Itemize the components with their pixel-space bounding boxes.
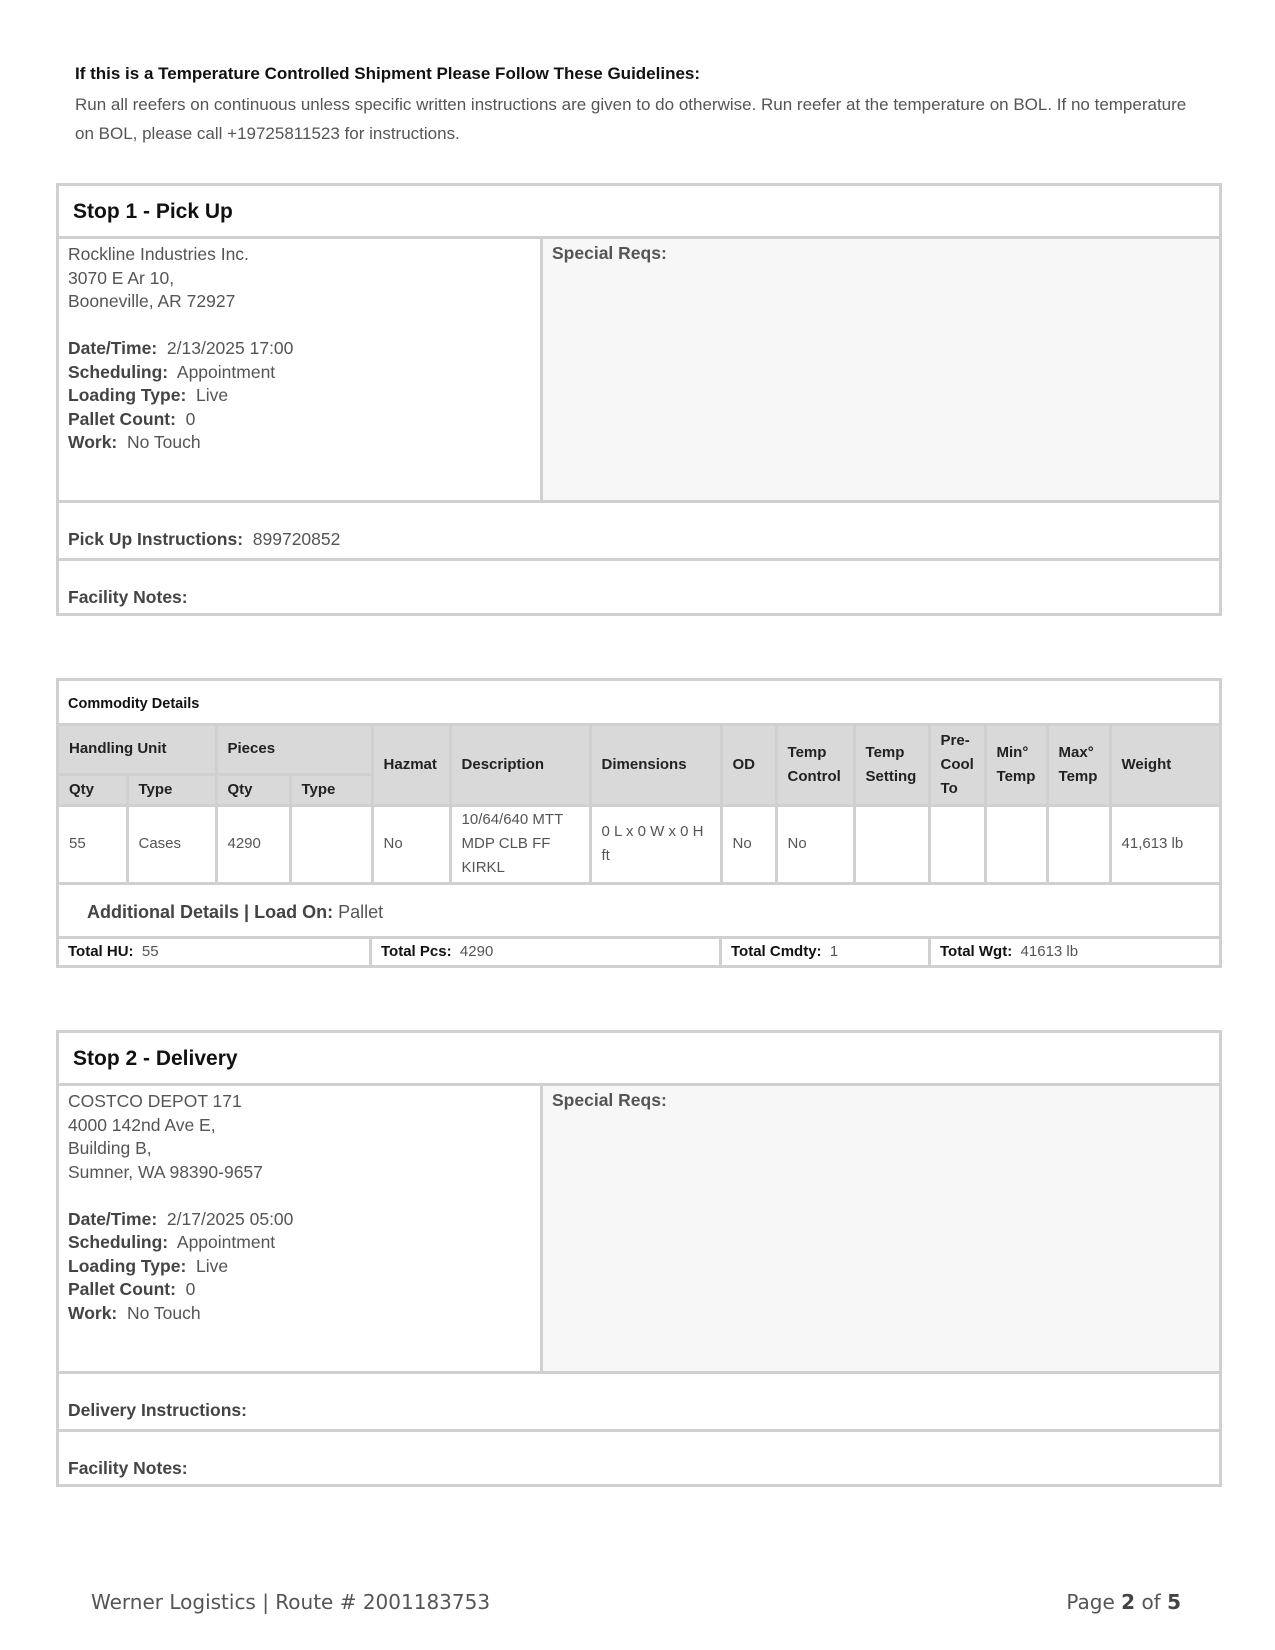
stop-2-work: Work: No Touch [68,1302,201,1323]
stop-1-scheduling: Scheduling: Appointment [68,361,276,382]
cell-precool [929,805,985,883]
stop-1-loading-type: Loading Type: Live [68,385,229,405]
header-pc-type: Type [290,774,372,805]
cell-hazmat: No [372,805,450,883]
temperature-guidelines [75,64,1205,148]
stop-2-address-block [59,1086,543,1371]
stop-1-special-reqs: Special Reqs: [543,239,1219,500]
cell-temp-setting [854,805,929,883]
commodity-totals [59,939,1219,965]
stop-2-special-reqs: Special Reqs: [543,1086,1219,1371]
footer-page-number: Page 2 of 5 [1066,1590,1181,1614]
stop-1-pickup-instructions: Pick Up Instructions: 899720852 [68,529,341,549]
header-dimensions: Dimensions [590,726,721,805]
cell-hu-qty: 55 [59,805,127,883]
stop-2-panel [56,1030,1222,1487]
stop-2-pallet-count: Pallet Count: 0 [68,1279,196,1299]
cell-pc-type [290,805,372,883]
cell-max-temp [1047,805,1110,883]
stop-1-city: Booneville, AR 72927 [68,291,236,311]
stop-1-panel [56,183,1222,616]
cell-description: 10/64/640 MTT MDP CLB FF KIRKL [450,805,590,883]
stop-2-facility-notes: Facility Notes: [59,1429,1219,1484]
total-hu: Total HU: 55 [59,939,372,965]
additional-details: Additional Details | Load On: Pallet [59,885,1219,939]
header-description: Description [450,726,590,805]
total-pcs: Total Pcs: 4290 [372,939,722,965]
cell-pc-qty: 4290 [216,805,290,883]
stop-2-datetime: Date/Time: 2/17/2025 05:00 [68,1208,294,1229]
commodity-details-title: Commodity Details [59,681,1219,726]
table-row [59,805,1219,883]
cell-od: No [721,805,776,883]
stop-2-title: Stop 2 - Delivery [59,1033,1219,1086]
guidelines-heading: If this is a Temperature Controlled Shipment Please Follow These Guidelines: [75,64,701,83]
cell-hu-type: Cases [127,805,216,883]
header-weight: Weight [1110,726,1219,805]
header-min-temp: Min° Temp [985,726,1047,805]
commodity-details-panel [56,678,1222,968]
stop-2-building: Building B, [68,1138,152,1158]
total-cmdty: Total Cmdty: 1 [722,939,931,965]
commodity-table [59,726,1219,885]
cell-dimensions: 0 L x 0 W x 0 H ft [590,805,721,883]
stop-2-delivery-instructions: Delivery Instructions: [68,1400,247,1420]
stop-1-address-block [59,239,543,500]
header-hazmat: Hazmat [372,726,450,805]
header-precool: Pre-Cool To [929,726,985,805]
header-pc-qty: Qty [216,774,290,805]
header-max-temp: Max° Temp [1047,726,1110,805]
header-hu-qty: Qty [59,774,127,805]
header-od: OD [721,726,776,805]
stop-1-work: Work: No Touch [68,432,201,452]
header-temp-control: Temp Control [776,726,854,805]
cell-min-temp [985,805,1047,883]
guidelines-text: Run all reefers on continuous unless specific written instructions are given to do otherwise. Run reefer at the temperature on BOL. If no temperature on BOL, please call +19725811523 for instructions. [75,95,1187,143]
stop-2-company: COSTCO DEPOT 171 [68,1091,242,1111]
cell-weight: 41,613 lb [1110,805,1219,883]
stop-1-facility-notes: Facility Notes: [59,558,1219,613]
stop-2-loading-type: Loading Type: Live [68,1255,229,1276]
stop-1-datetime: Date/Time: 2/13/2025 17:00 [68,338,294,358]
header-temp-setting: Temp Setting [854,726,929,805]
stop-1-company: Rockline Industries Inc. [68,244,249,264]
stop-2-street: 4000 142nd Ave E, [68,1114,216,1135]
total-wgt: Total Wgt: 41613 lb [940,942,1079,960]
stop-1-street: 3070 E Ar 10, [68,267,175,288]
stop-1-title: Stop 1 - Pick Up [59,186,1219,239]
cell-temp-control: No [776,805,854,883]
stop-2-city: Sumner, WA 98390-9657 [68,1161,263,1182]
footer-route: Werner Logistics | Route # 2001183753 [91,1590,491,1614]
stop-1-pallet-count: Pallet Count: 0 [68,408,196,429]
stop-2-scheduling: Scheduling: Appointment [68,1232,276,1252]
header-handling-unit: Handling Unit [59,726,216,774]
header-pieces: Pieces [216,726,372,774]
header-hu-type: Type [127,774,216,805]
